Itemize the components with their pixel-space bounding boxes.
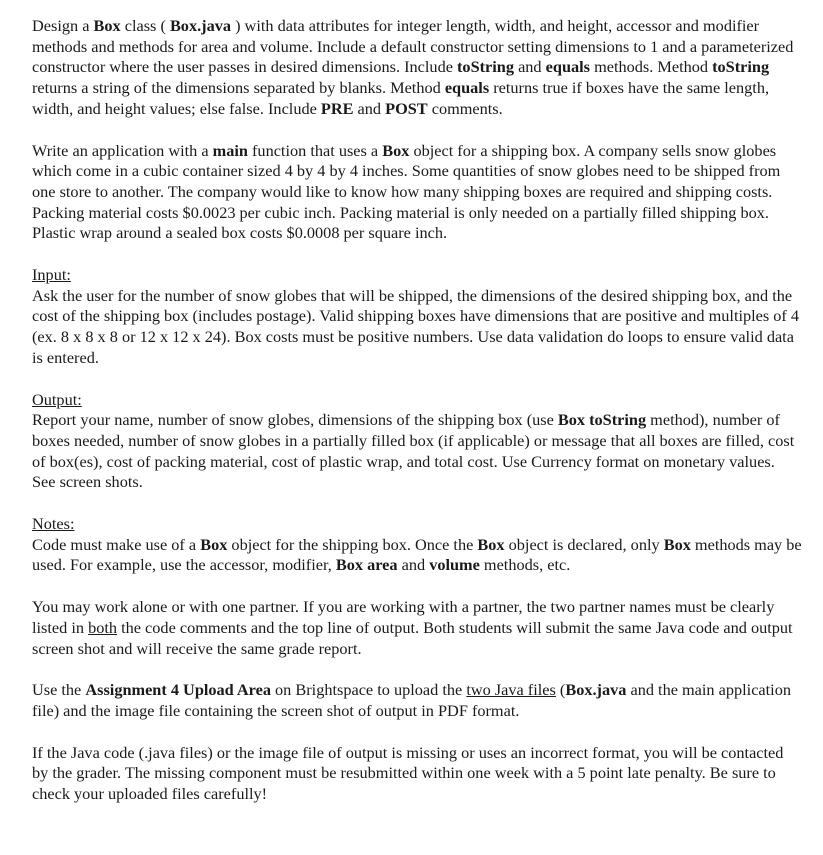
bold-text: Box area [335, 555, 398, 575]
text-run: methods. Method [590, 57, 713, 77]
text-run: ) with data attributes for integer length, width, and height, accessor and modifier methods and methods for area and volume. Include a default constructor setting dimensions to 1 and a parameterized constructor where the user passes in desired dimensions. Include [32, 16, 794, 77]
text-run: and the main application file) and the image file containing the screen shot of output in PDF format. [32, 680, 791, 720]
underlined-text: both [88, 617, 118, 637]
bold-text: Assignment 4 Upload Area [85, 680, 271, 700]
assignment-document [32, 16, 802, 826]
text-run: Use the [32, 680, 86, 700]
text-run: object for a shipping box. A company sells snow globes which come in a cubic container sized 4 by 4 by 4 inches. Some quantities of snow globes need to be shipped from one store to another. The company would like to know how many shipping boxes are required and shipping costs. Packing material costs $0.0023 per cubic inch. Packing material is only needed on a partially filled shipping box. Plastic wrap around a sealed box costs $0.0008 per square inch. [32, 140, 781, 243]
bold-text: equals [444, 78, 490, 98]
text-run: and [353, 98, 386, 118]
section-heading: Input: [32, 265, 71, 285]
text-run: Code must make use of a [32, 534, 201, 554]
text-run: ( [555, 680, 566, 700]
text-run: method), number of boxes needed, number of snow globes in a partially filled box (if applicable) or message that all boxes are filled, cost of box(es), cost of packing material, cost of plastic wrap, and total cost. Use Currency format on monetary values. See screen shots. [32, 410, 795, 492]
text-run: methods, etc. [479, 555, 571, 575]
bold-text: toString [712, 57, 770, 77]
paragraph-notes [32, 514, 802, 576]
text-run: If the Java code (.java files) or the image file of output is missing or uses an incorrect format, you will be contacted by the grader. The missing component must be resubmitted within one week with a 5 point late penalty. Be sure to check your uploaded files carefully! [32, 742, 784, 804]
underlined-text: two Java files [466, 680, 556, 700]
text-run: comments. [427, 98, 503, 118]
bold-text: equals [545, 57, 590, 77]
text-run: function that uses a [247, 140, 383, 160]
text-run: and [514, 57, 546, 77]
paragraph-output [32, 390, 802, 494]
text-run: Ask the user for the number of snow globes that will be shipped, the dimensions of the desired shipping box, and the cost of the shipping box (includes postage). Valid shipping boxes have dimensions that are positive and multiples of 4 (ex. 8 x 8 x 8 or 12 x 12 x 24). Box costs must be positive numbers. Use data validation do loops to ensure valid data is entered. [32, 285, 800, 367]
text-run: on Brightspace to upload the [270, 680, 467, 700]
bold-text: Box [663, 534, 691, 554]
text-run: object for the shipping box. Once the [227, 534, 478, 554]
paragraph-main-application [32, 141, 802, 245]
bold-text: Box [477, 534, 505, 554]
paragraph-input [32, 265, 802, 369]
bold-text: Box toString [557, 410, 647, 430]
text-run: returns a string of the dimensions separated by blanks. Method [32, 78, 445, 98]
bold-text: volume [429, 555, 480, 575]
bold-text: Box [382, 140, 410, 160]
section-heading: Output: [32, 389, 82, 409]
text-run: class ( [120, 16, 170, 35]
paragraph-missing-files-policy [32, 743, 802, 805]
text-run: and [397, 555, 430, 575]
paragraph-upload-instructions [32, 680, 802, 721]
bold-text: main [212, 140, 248, 160]
text-run: You may work alone or with one partner. If you are working with a partner, the two partner names must be clearly listed in [32, 597, 775, 637]
paragraph-partner-policy [32, 597, 802, 659]
paragraph-box-class [32, 16, 802, 120]
bold-text: POST [385, 98, 428, 118]
text-run: returns true if boxes have the same length, width, and height values; else false. Include [32, 78, 770, 118]
text-run: the code comments and the top line of output. Both students will submit the same Java code and output screen shot and will receive the same grade report. [32, 617, 793, 658]
text-run: Report your name, number of snow globes, dimensions of the shipping box (use [32, 410, 558, 430]
text-run: methods may be used. For example, use the accessor, modifier, [32, 534, 802, 575]
section-heading: Notes: [32, 514, 75, 534]
text-run: object is declared, only [504, 534, 664, 554]
bold-text: Box [93, 16, 121, 35]
bold-text: toString [457, 57, 514, 77]
text-run: Design a [32, 16, 94, 35]
bold-text: Box.java [169, 16, 231, 35]
bold-text: Box [200, 534, 228, 554]
bold-text: PRE [320, 98, 354, 118]
text-run: Write an application with a [32, 140, 213, 160]
bold-text: Box.java [565, 680, 627, 700]
